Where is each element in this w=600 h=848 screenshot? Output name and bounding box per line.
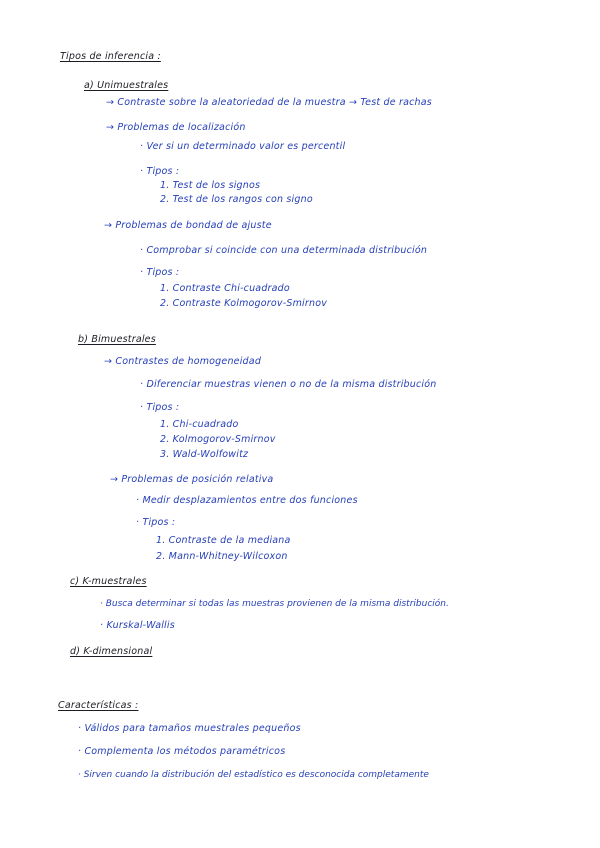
section-c-item: · Busca determinar si todas las muestras provienen de la misma distribución. [100,599,449,609]
characteristics-item: · Válidos para tamaños muestrales pequeños [78,723,301,734]
section-b-item: 1. Contraste de la mediana [156,535,291,546]
section-a-item: 2. Contraste Kolmogorov-Smirnov [160,298,328,309]
section-b-item: 1. Chi-cuadrado [160,419,239,430]
section-b-item: → Contrastes de homogeneidad [104,356,262,367]
section-b-heading: b) Bimuestrales [78,334,156,345]
section-a-item: → Contraste sobre la aleatoriedad de la muestra → Test de rachas [106,97,432,108]
section-a-item: → Problemas de bondad de ajuste [104,220,272,231]
section-a-item: · Comprobar si coincide con una determinada distribución [140,245,428,256]
section-a-item: → Problemas de localización [106,122,246,133]
section-b-item: · Tipos : [136,517,176,528]
section-a-heading: a) Unimuestrales [84,80,169,91]
section-b-item: 3. Wald-Wolfowitz [160,449,249,460]
section-a-item: · Ver si un determinado valor es percentil [140,141,346,152]
characteristics-item: · Complementa los métodos paramétricos [78,746,286,757]
section-b-item: 2. Mann-Whitney-Wilcoxon [156,551,288,562]
section-a-item: 1. Contraste Chi-cuadrado [160,283,290,294]
section-a-item: 1. Test de los signos [160,180,261,191]
section-b-item: → Problemas de posición relativa [110,474,274,485]
page-title: Tipos de inferencia : [60,51,161,62]
section-c-heading: c) K-muestrales [70,576,147,587]
section-a-item: 2. Test de los rangos con signo [160,194,313,205]
section-a-item: · Tipos : [140,267,180,278]
section-b-item: · Medir desplazamientos entre dos funciones [136,495,358,506]
section-b-item: · Tipos : [140,402,180,413]
section-b-item: · Diferenciar muestras vienen o no de la misma distribución [140,379,437,390]
section-c-item: · Kurskal-Wallis [100,620,175,631]
section-b-item: 2. Kolmogorov-Smirnov [160,434,276,445]
section-a-item: · Tipos : [140,166,180,177]
characteristics-item: · Sirven cuando la distribución del estadístico es desconocida completamente [78,770,429,780]
characteristics-title: Características : [58,700,139,711]
section-d-heading: d) K-dimensional [70,646,153,657]
